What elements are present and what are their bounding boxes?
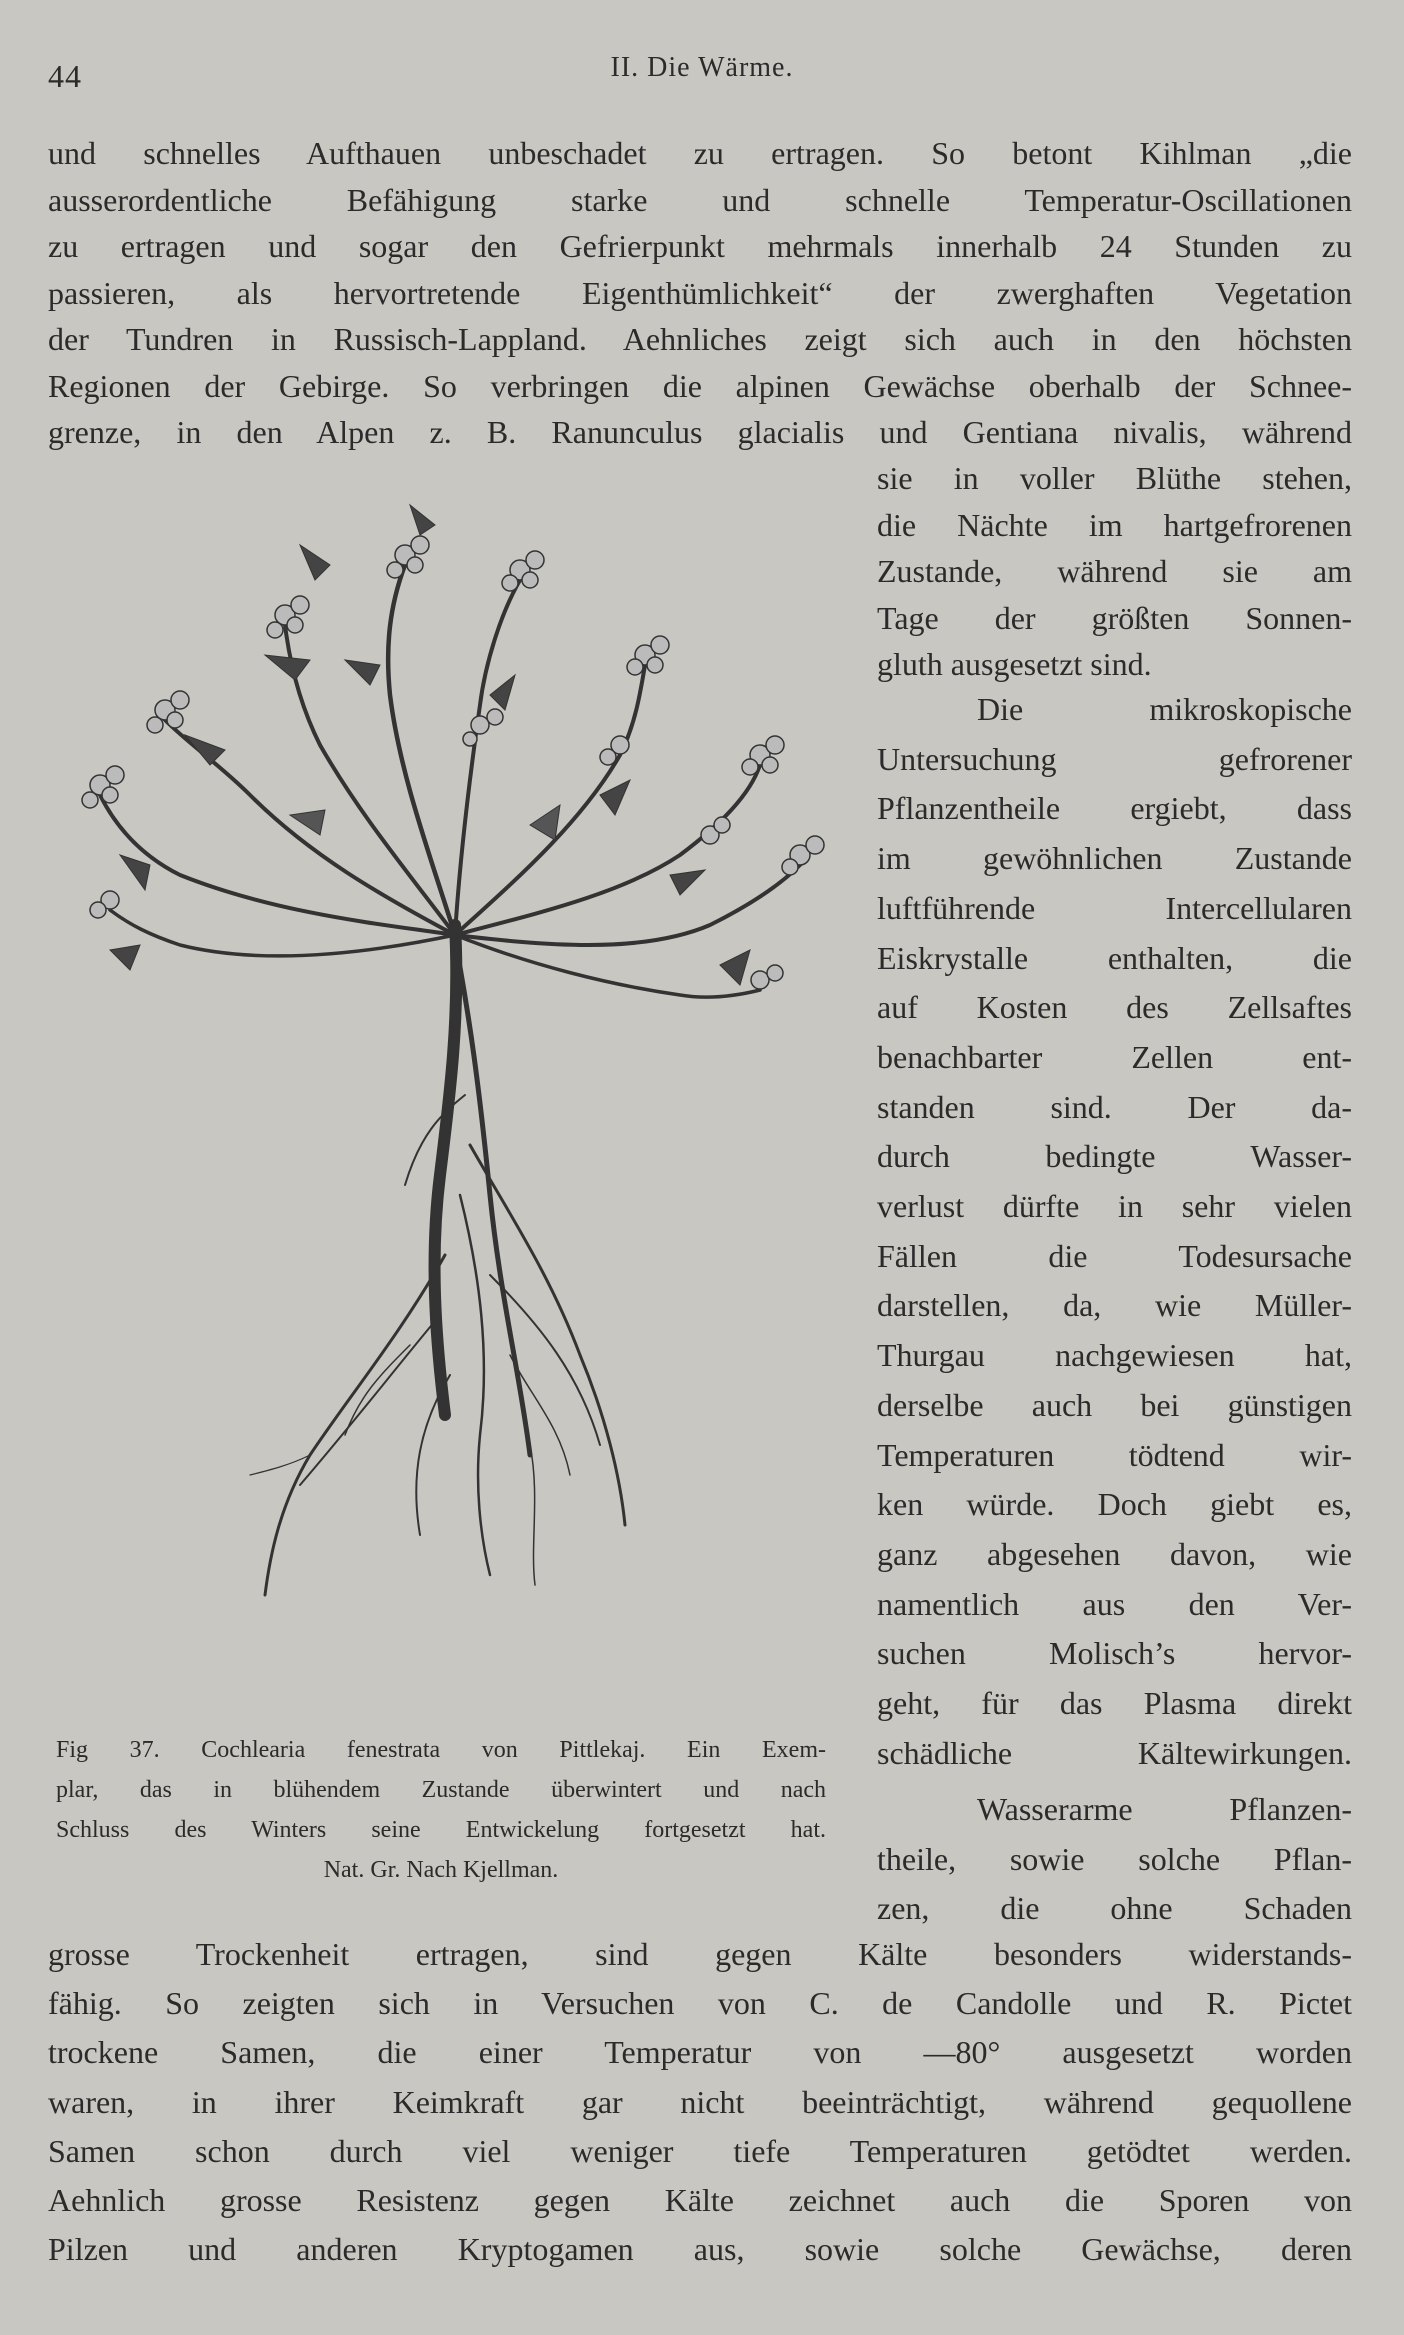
text-line: Untersuchung gefrorener <box>877 740 1352 777</box>
text-line: benachbarter Zellen ent- <box>877 1038 1352 1075</box>
text-line: gluth ausgesetzt sind. <box>877 646 1152 682</box>
bottom-paragraph <box>48 1930 1352 2274</box>
text-line: ausserordentliche Befähigung starke und schnelle Temperatur-Oscillationen <box>48 181 1352 218</box>
text-line: sie in voller Blüthe stehen, <box>877 460 1352 496</box>
text-line: Samen schon durch viel weniger tiefe Temperaturen getödtet werden. <box>48 2132 1352 2169</box>
text-line: Wasserarme Pflanzen- <box>977 1791 1352 1827</box>
caption-line: Nat. Gr. Nach Kjellman. <box>323 1857 559 1883</box>
text-line: trockene Samen, die einer Temperatur von —80° ausgesetzt worden <box>48 2034 1352 2071</box>
text-line: theile, sowie solche Pflan- <box>877 1840 1352 1877</box>
running-head: II. Die Wärme. <box>610 52 794 83</box>
top-paragraph <box>48 130 1352 456</box>
text-line: ken würde. Doch giebt es, <box>877 1486 1352 1523</box>
text-line: fähig. So zeigten sich in Versuchen von C. de Candolle und R. Pictet <box>48 1985 1352 2022</box>
text-line: die Nächte im hartgefrorenen <box>877 506 1352 543</box>
text-line: verlust dürfte in sehr vielen <box>877 1188 1352 1225</box>
text-line: Regionen der Gebirge. So verbringen die alpinen Gewächse oberhalb der Schnee- <box>48 367 1352 404</box>
text-line: derselbe auch bei günstigen <box>877 1386 1352 1423</box>
text-line: waren, in ihrer Keimkraft gar nicht beeinträchtigt, während gequollene <box>48 2083 1352 2120</box>
text-line: Zustande, während sie am <box>877 553 1352 589</box>
right-column-paragraph <box>877 685 1352 1778</box>
text-line: grosse Trockenheit ertragen, sind gegen Kälte besonders widerstands- <box>48 1936 1352 1972</box>
right-column-upper <box>877 455 1352 688</box>
text-line: Temperaturen tödtend wir- <box>877 1436 1352 1473</box>
page-number: 44 <box>48 58 82 94</box>
text-line: namentlich aus den Ver- <box>877 1585 1352 1622</box>
text-line: zu ertragen und sogar den Gefrierpunkt mehrmals innerhalb 24 Stunden zu <box>48 228 1352 264</box>
text-line: Tage der größten Sonnen- <box>877 599 1352 636</box>
text-line: Pflanzentheile ergiebt, dass <box>877 790 1352 827</box>
text-line: auf Kosten des Zellsaftes <box>877 989 1352 1026</box>
text-line: geht, für das Plasma direkt <box>877 1685 1352 1722</box>
right-column-lower <box>877 1785 1352 1934</box>
text-line: passieren, als hervortretende Eigenthümlichkeit“ der zwerghaften Vegetation <box>48 274 1352 311</box>
text-line: schädliche Kältewirkungen. <box>877 1734 1352 1771</box>
text-line: Fällen die Todesursache <box>877 1237 1352 1274</box>
text-line: Aehnlich grosse Resistenz gegen Kälte zeichnet auch die Sporen von <box>48 2182 1352 2219</box>
text-line: Eiskrystalle enthalten, die <box>877 939 1352 976</box>
text-line: im gewöhnlichen Zustande <box>877 840 1352 877</box>
text-line: standen sind. Der da- <box>877 1088 1352 1125</box>
text-line: zen, die ohne Schaden <box>877 1890 1352 1926</box>
text-line: Pilzen und anderen Kryptogamen aus, sowie solche Gewächse, deren <box>48 2231 1352 2268</box>
text-line: darstellen, da, wie Müller- <box>877 1287 1352 1324</box>
text-line: Thurgau nachgewiesen hat, <box>877 1337 1352 1374</box>
text-line: der Tundren in Russisch-Lappland. Aehnliches zeigt sich auch in den höchsten <box>48 321 1352 357</box>
text-line: luftführende Intercellularen <box>877 889 1352 926</box>
figure-caption <box>56 1730 826 1890</box>
text-line: durch bedingte Wasser- <box>877 1138 1352 1175</box>
text-line: grenze, in den Alpen z. B. Ranunculus glacialis und Gentiana nivalis, während <box>48 414 1352 450</box>
caption-line: Fig 37. Cochlearia fenestrata von Pittlekaj. Ein Exem- <box>56 1737 826 1763</box>
caption-line: plar, das in blühendem Zustande überwintert und nach <box>56 1777 826 1803</box>
plant-illustration <box>60 495 840 1720</box>
text-line: und schnelles Aufthauen unbeschadet zu ertragen. So betont Kihlman „die <box>48 135 1352 171</box>
text-line: suchen Molisch’s hervor- <box>877 1635 1352 1672</box>
caption-line: Schluss des Winters seine Entwickelung fortgesetzt hat. <box>56 1817 826 1843</box>
text-line: Die mikroskopische <box>977 691 1352 727</box>
text-line: ganz abgesehen davon, wie <box>877 1535 1352 1572</box>
